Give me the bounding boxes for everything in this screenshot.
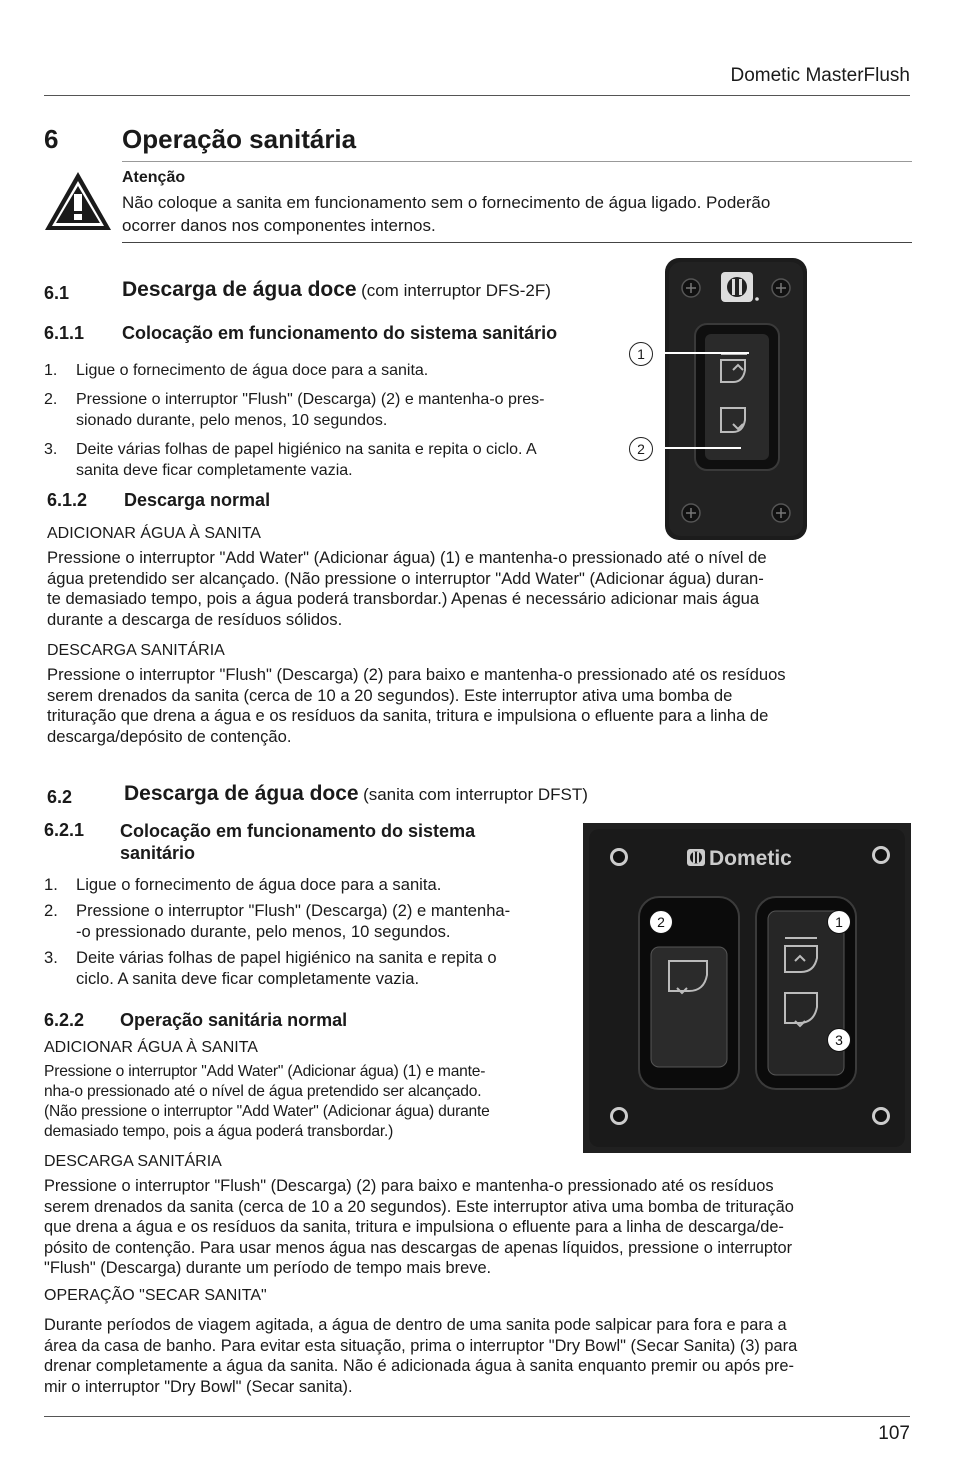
dfst-switch-figure: [583, 823, 911, 1153]
section-heading: Descarga de água doce (sanita com interruptor DFST): [124, 782, 588, 805]
warning-triangle-icon: [43, 170, 113, 232]
chapter-number: 6: [44, 124, 59, 154]
footer-rule: [44, 1416, 910, 1417]
warning-rule: [122, 242, 912, 243]
paragraph-heading: ADICIONAR ÁGUA À SANITA: [47, 525, 261, 542]
header-rule: [44, 95, 910, 96]
figure-brand-label: Dometic: [709, 847, 792, 870]
paragraph-heading: DESCARGA SANITÁRIA: [44, 1153, 222, 1170]
section-heading: Descarga de água doce (com interruptor DFS-2F): [122, 278, 551, 301]
section-number: 6.1: [44, 283, 70, 303]
running-header-brand: Dometic MasterFlush: [730, 65, 910, 86]
paragraph: Pressione o interruptor "Add Water" (Adicionar água) (1) e mante- nha-o pressionado até o nível de água pretendido ser alcançado. (Não pressione o interruptor "Add Water" (Adicionar água) durante demasiado tempo, pois a água poderá transbordar.): [44, 1063, 490, 1140]
callout-2: 2: [649, 910, 673, 934]
paragraph: Pressione o interruptor "Flush" (Descarga) (2) para baixo e mantenha-o pressionado até os resíduos serem drenados da sanita (cerca de 10 a 20 segundos). Este interruptor ativa uma bomba de trituração que drena a água e os resíduos da sanita, tritura e impulsiona o efluente para a linha de descarga/depósito de contenção.: [47, 665, 786, 746]
page-number: 107: [878, 1423, 910, 1444]
subsection-title: Operação sanitária normal: [120, 1010, 348, 1030]
warning-text: Não coloque a sanita em funcionamento sem o fornecimento de água ligado. Poderão ocorrer danos nos componentes internos.: [122, 193, 771, 235]
section-number: 6.2: [47, 787, 73, 807]
paragraph-heading: ADICIONAR ÁGUA À SANITA: [44, 1039, 258, 1056]
callout-1: 1: [629, 342, 653, 366]
paragraph: Pressione o interruptor "Add Water" (Adicionar água) (1) e mantenha-o pressionado até o nível de água pretendido ser alcançado. (Não pressione o interruptor "Add Water" (Adicionar água) duran- te demasiado tempo, pois a água poderá transbordar.) Apenas é necessário adicionar mais água durante a descarga de resíduos sólidos.: [47, 548, 767, 629]
dometic-logo-icon: [687, 849, 705, 866]
paragraph: Pressione o interruptor "Flush" (Descarga) (2) para baixo e mantenha-o pressionado até os resíduos serem drenados da sanita (cerca de 10 a 20 segundos). Este interruptor ativa uma bomba de trituração que drena a água e os resíduos da sanita, tritura e impulsiona o efluente para a linha de descarga/de- pósito de contenção. Para usar menos água nas descargas de apenas líquidos, pressione o interruptor "Flush" (Descarga) durante um período de tempo mais breve.: [44, 1177, 794, 1277]
subsection-number: 6.2.2: [44, 1010, 85, 1030]
callout-3: 3: [827, 1028, 851, 1052]
paragraph: Durante períodos de viagem agitada, a água de dentro de uma sanita pode salpicar para fora e para a área da casa de banho. Para evitar esta situação, prima o interruptor "Dry Bowl" (Secar Sanita) (3) para drenar completamente a água da sanita. Não é adicionada água à sanita enquanto premir ou após pre- mir o interruptor "Dry Bowl" (Secar sanita).: [44, 1316, 798, 1396]
dfs-2f-switch-figure: [629, 258, 819, 542]
subsection-title: Descarga normal: [124, 490, 271, 510]
subsection-number: 6.2.1: [44, 820, 85, 840]
callout-2: 2: [629, 437, 653, 461]
subsection-number: 6.1.2: [47, 490, 88, 510]
subsection-title: Colocação em funcionamento do sistema sanitário: [122, 323, 558, 343]
chapter-rule: [122, 161, 912, 162]
warning-heading: Atenção: [122, 169, 186, 186]
paragraph-heading: DESCARGA SANITÁRIA: [47, 642, 225, 659]
subsection-title: Colocação em funcionamento do sistema sanitário: [120, 821, 476, 863]
callout-1: 1: [827, 910, 851, 934]
chapter-title: Operação sanitária: [122, 124, 357, 154]
paragraph-heading: OPERAÇÃO "SECAR SANITA": [44, 1287, 267, 1304]
subsection-number: 6.1.1: [44, 323, 85, 343]
